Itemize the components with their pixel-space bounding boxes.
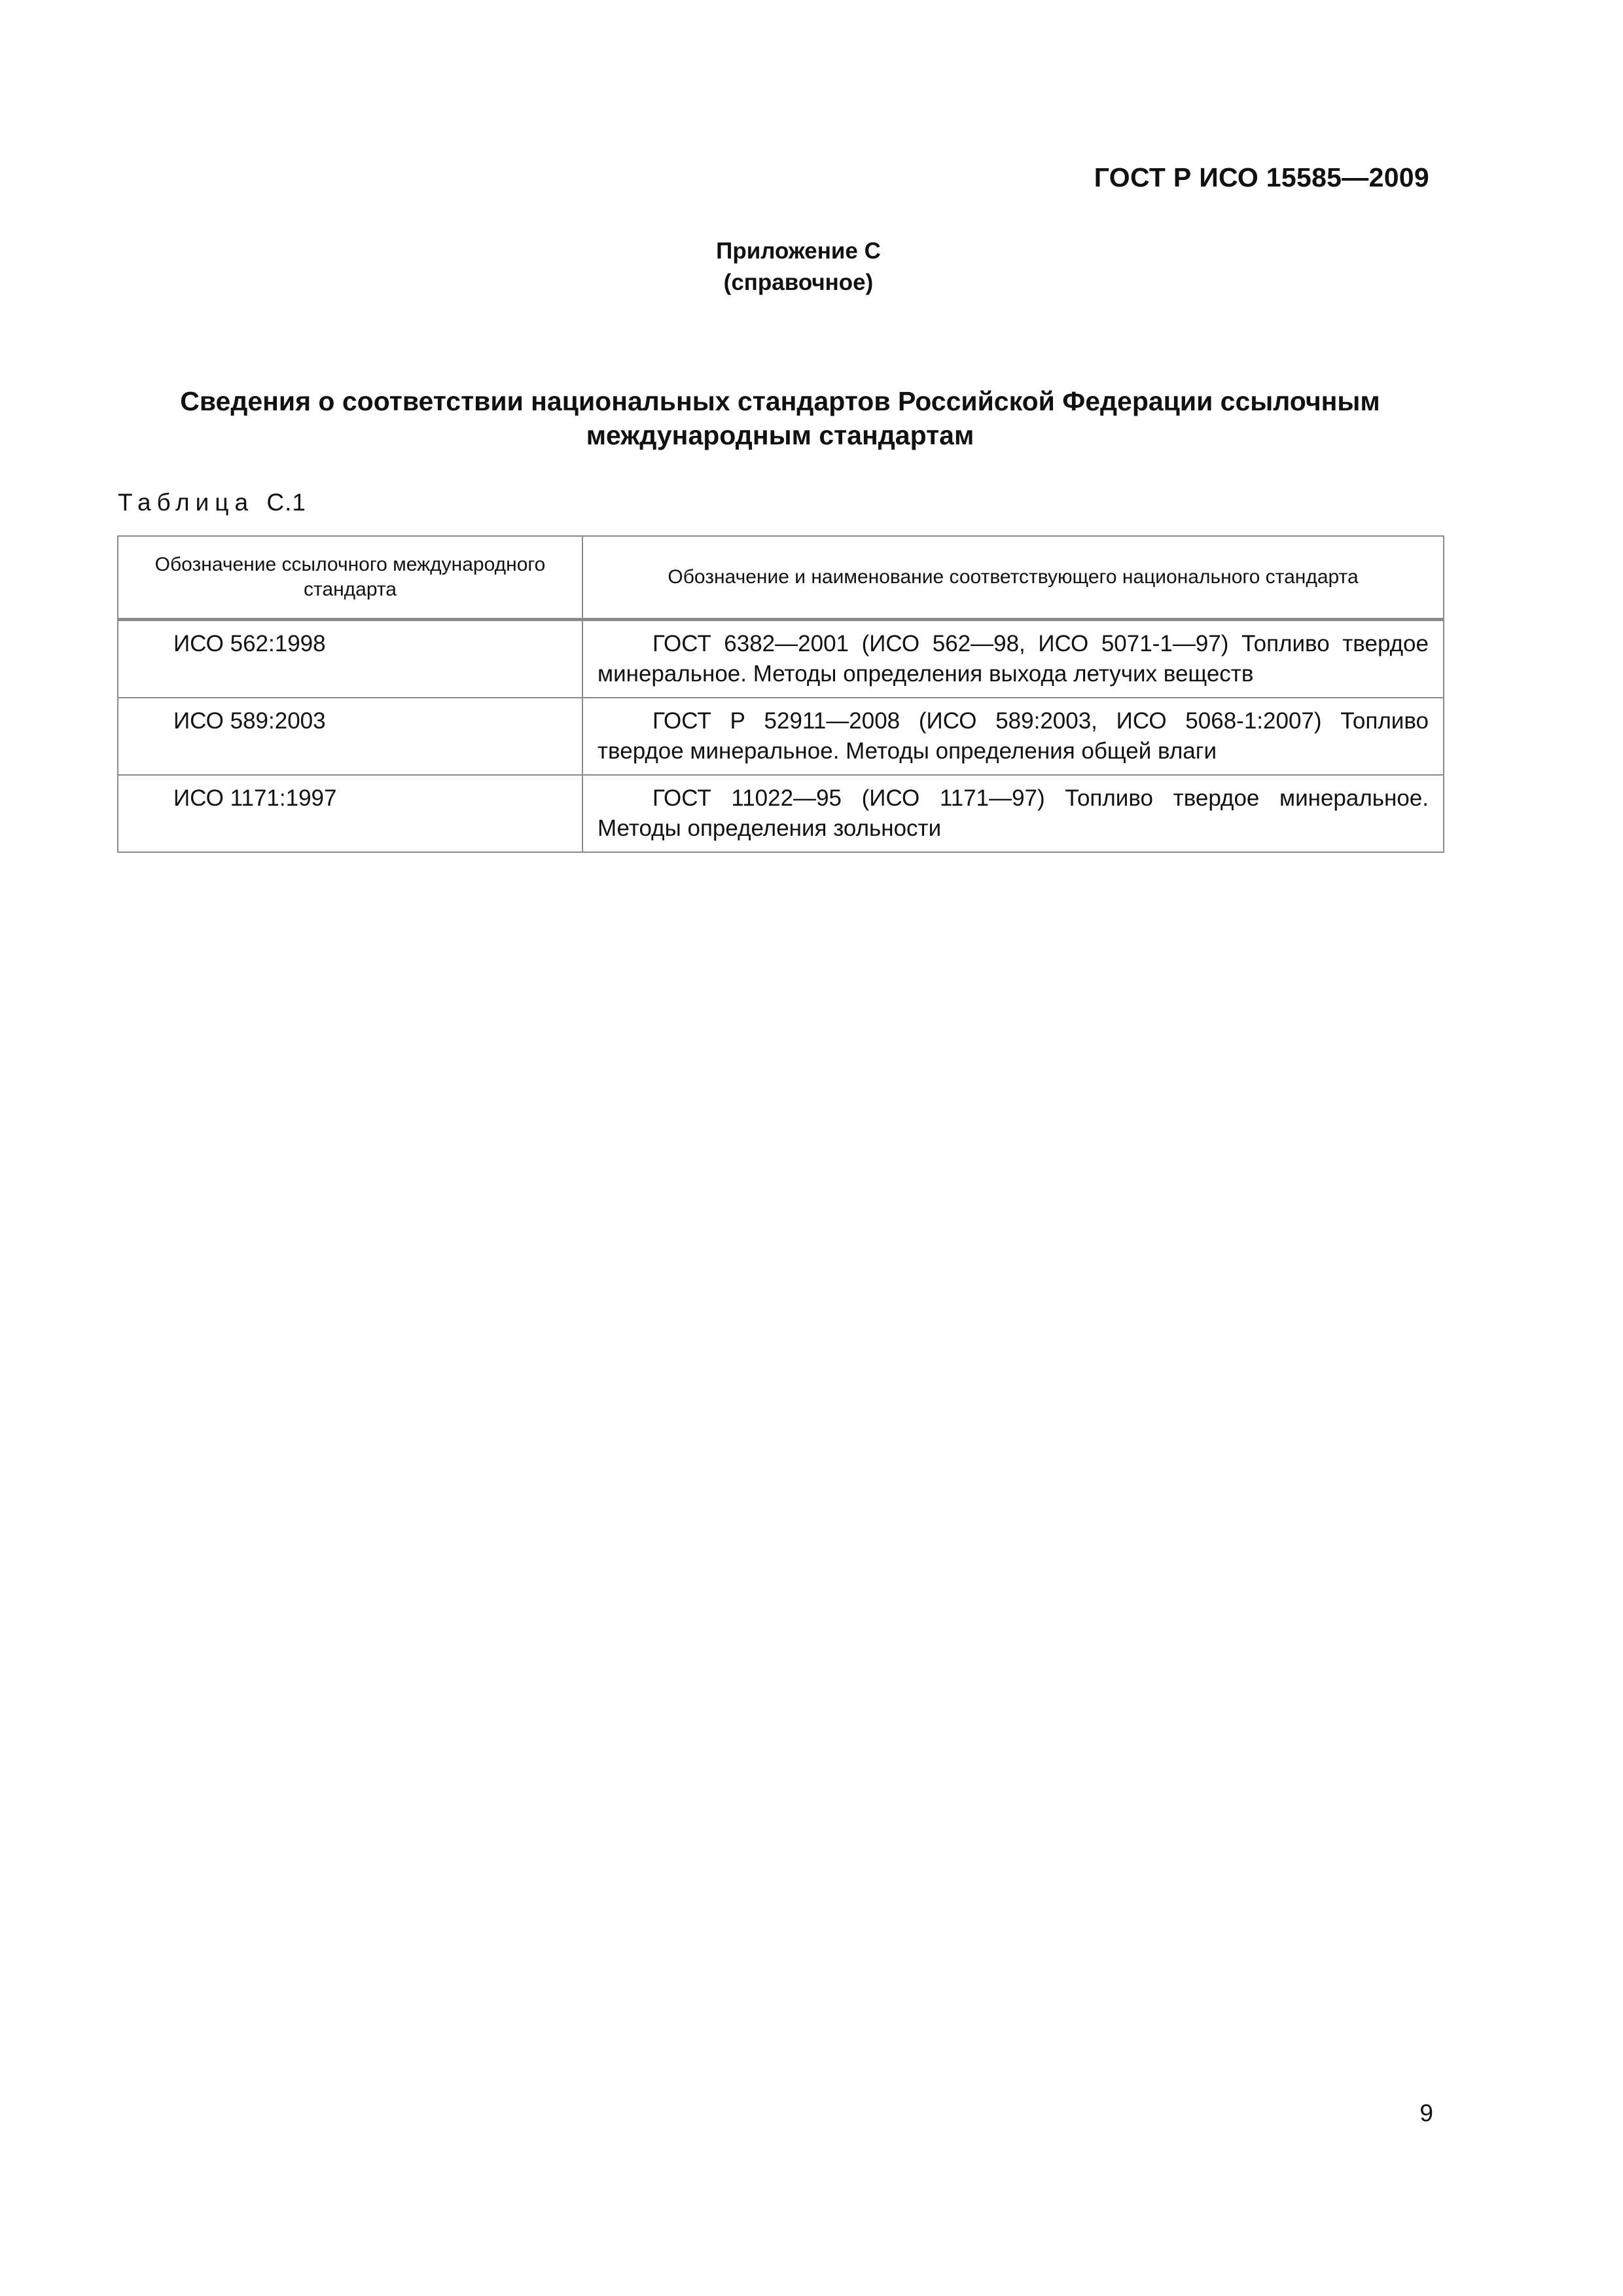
national-standard-description: ГОСТ Р 52911—2008 (ИСО 589:2003, ИСО 5068-1:2007) Топливо твердое минеральное. Методы определения общей влаги [582,698,1444,775]
table-row [118,698,1444,775]
international-standard-code: ИСО 1171:1997 [118,775,582,852]
section-title [118,384,1442,452]
annex-block [681,236,916,298]
section-title-line-1: Сведения о соответствии национальных стандартов Российской Федерации ссылочным [180,386,1380,416]
section-title-line-2: международным стандартам [586,420,974,450]
column-header-international-standard: Обозначение ссылочного международного стандарта [118,536,582,620]
national-standard-description: ГОСТ 11022—95 (ИСО 1171—97) Топливо твердое минеральное. Методы определения зольности [582,775,1444,852]
international-standard-code: ИСО 562:1998 [118,620,582,698]
table-header-row [118,536,1444,620]
annex-type: (справочное) [723,270,874,295]
column-header-national-standard: Обозначение и наименование соответствующего национального стандарта [582,536,1444,620]
table-caption-word: Таблица [118,489,255,516]
standards-correspondence-table [117,535,1444,853]
annex-title: Приложение С [716,238,881,264]
international-standard-code: ИСО 589:2003 [118,698,582,775]
table-row [118,775,1444,852]
table-caption-number: С.1 [266,489,306,516]
page-header-standard-code: ГОСТ Р ИСО 15585—2009 [1094,162,1429,192]
table-row [118,620,1444,698]
national-standard-description: ГОСТ 6382—2001 (ИСО 562—98, ИСО 5071-1—97) Топливо твердое минеральное. Методы определения выхода летучих веществ [582,620,1444,698]
table-caption [118,489,306,516]
page-number: 9 [1419,2100,1433,2126]
